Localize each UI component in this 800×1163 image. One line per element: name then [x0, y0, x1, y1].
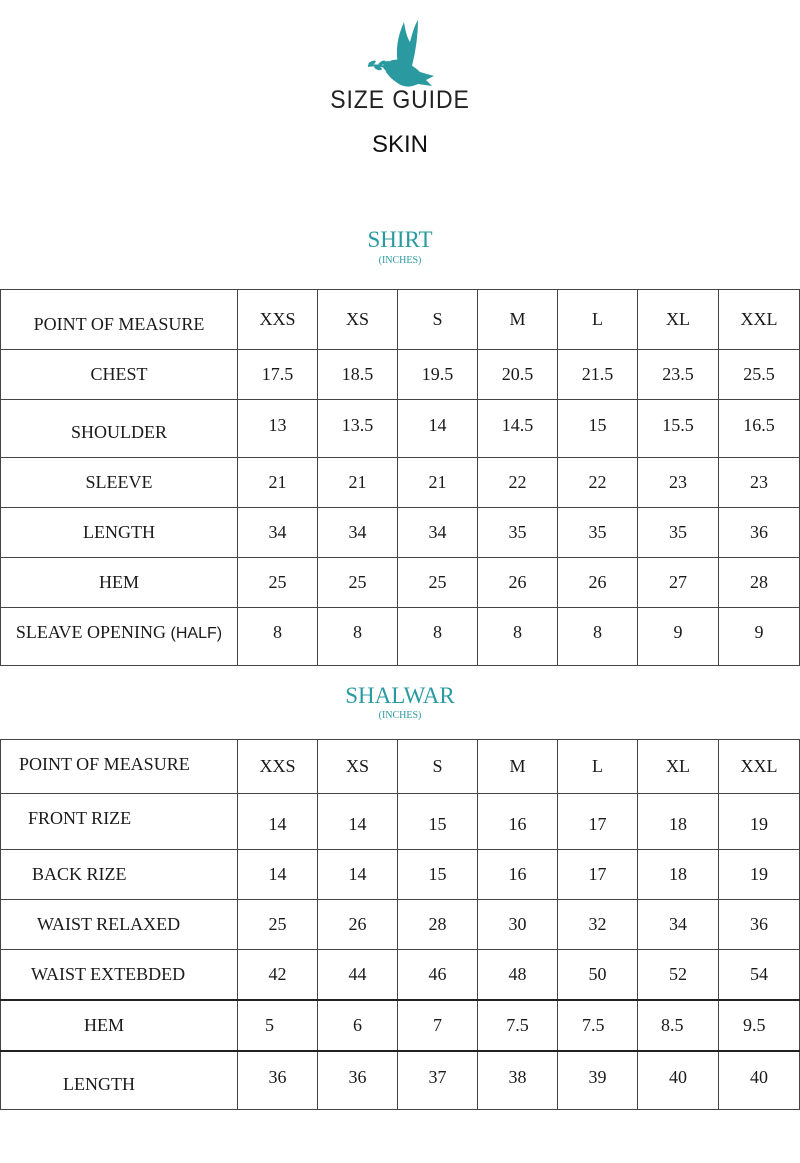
table-cell: 50 [558, 950, 638, 1001]
table-cell: 8 [318, 608, 398, 666]
table-cell: 15 [398, 850, 478, 900]
table-cell: 36 [719, 508, 800, 558]
table-row [1, 1051, 800, 1110]
table-cell: 17 [558, 850, 638, 900]
table-cell: 18.5 [318, 350, 398, 400]
table-cell: 34 [318, 508, 398, 558]
table-cell: 14 [238, 794, 318, 850]
table-cell: 35 [558, 508, 638, 558]
table-cell: 22 [558, 458, 638, 508]
table-cell: 40 [719, 1051, 800, 1110]
table-row [1, 458, 800, 508]
table-cell: 34 [398, 508, 478, 558]
column-header: L [558, 740, 638, 794]
table-cell: 17.5 [238, 350, 318, 400]
table-row [1, 400, 800, 458]
table-cell: 21 [238, 458, 318, 508]
table-cell: 16 [478, 850, 558, 900]
table-header-row [1, 740, 800, 794]
table-row [1, 508, 800, 558]
table-cell: 28 [398, 900, 478, 950]
row-label: SLEEVE [1, 458, 238, 508]
table-cell: 8 [398, 608, 478, 666]
table-cell: 21 [398, 458, 478, 508]
table-cell: 25 [318, 558, 398, 608]
table-cell: 44 [318, 950, 398, 1001]
table-cell: 14 [238, 850, 318, 900]
table-cell: 14 [398, 400, 478, 458]
table-cell: 46 [398, 950, 478, 1001]
table-cell: 7.5 [558, 1000, 638, 1051]
table-cell: 18 [638, 794, 719, 850]
row-label: BACK RIZE [1, 850, 238, 900]
table-cell: 40 [638, 1051, 719, 1110]
column-header: POINT OF MEASURE [1, 290, 238, 350]
column-header: XS [318, 290, 398, 350]
table-cell: 42 [238, 950, 318, 1001]
column-header: L [558, 290, 638, 350]
table-cell: 15 [398, 794, 478, 850]
table-cell: 35 [638, 508, 719, 558]
table-cell: 9.5 [719, 1000, 800, 1051]
table-cell: 6 [318, 1000, 398, 1051]
column-header: XXL [719, 290, 800, 350]
row-label-text: SLEAVE OPENING [15, 622, 167, 642]
table-cell: 21.5 [558, 350, 638, 400]
shalwar-unit-label: (INCHES) [378, 710, 422, 721]
table-cell: 14 [318, 850, 398, 900]
table-cell: 19 [719, 850, 800, 900]
table-row [1, 900, 800, 950]
table-cell: 32 [558, 900, 638, 950]
table-cell: 16.5 [719, 400, 800, 458]
column-header: S [398, 290, 478, 350]
table-cell: 15 [558, 400, 638, 458]
table-cell: 9 [638, 608, 719, 666]
row-label-suffix: (HALF) [170, 625, 223, 642]
table-cell: 14.5 [478, 400, 558, 458]
table-cell: 23.5 [638, 350, 719, 400]
table-cell: 7 [398, 1000, 478, 1051]
column-header: S [398, 740, 478, 794]
row-label: WAIST RELAXED [1, 900, 238, 950]
column-header: XS [318, 740, 398, 794]
table-cell: 22 [478, 458, 558, 508]
table-header-row [1, 290, 800, 350]
shalwar-size-table [0, 739, 800, 1110]
column-header: XL [638, 290, 719, 350]
shalwar-section-title: SHALWAR [345, 683, 455, 708]
table-cell: 26 [318, 900, 398, 950]
table-cell: 26 [478, 558, 558, 608]
column-header: XXS [238, 290, 318, 350]
table-cell: 25 [238, 558, 318, 608]
row-label: HEM [1, 1000, 238, 1051]
table-row [1, 794, 800, 850]
table-cell: 16 [478, 794, 558, 850]
table-cell: 25.5 [719, 350, 800, 400]
table-cell: 25 [398, 558, 478, 608]
table-cell: 9 [719, 608, 800, 666]
row-label: WAIST EXTEBDED [1, 950, 238, 1001]
table-cell: 25 [238, 900, 318, 950]
dove-with-olive-branch-icon [360, 14, 440, 94]
table-cell: 52 [638, 950, 719, 1001]
table-row [1, 608, 800, 666]
table-cell: 36 [238, 1051, 318, 1110]
table-cell: 37 [398, 1051, 478, 1110]
table-cell: 30 [478, 900, 558, 950]
table-cell: 54 [719, 950, 800, 1001]
table-cell: 19 [719, 794, 800, 850]
column-header: POINT OF MEASURE [1, 740, 238, 794]
table-cell: 18 [638, 850, 719, 900]
table-cell: 27 [638, 558, 719, 608]
table-cell: 20.5 [478, 350, 558, 400]
row-label: HEM [1, 558, 238, 608]
row-label: SHOULDER [1, 400, 238, 458]
row-label: CHEST [1, 350, 238, 400]
table-cell: 26 [558, 558, 638, 608]
table-row [1, 350, 800, 400]
row-label: FRONT RIZE [1, 794, 238, 850]
column-header: XL [638, 740, 719, 794]
table-cell: 23 [719, 458, 800, 508]
page-title: SIZE GUIDE [330, 86, 470, 114]
table-row [1, 950, 800, 1001]
table-cell: 7.5 [478, 1000, 558, 1051]
row-label: LENGTH [1, 508, 238, 558]
table-cell: 39 [558, 1051, 638, 1110]
row-label [1, 608, 238, 666]
column-header: M [478, 290, 558, 350]
table-cell: 8.5 [638, 1000, 719, 1051]
table-cell: 34 [238, 508, 318, 558]
table-cell: 36 [719, 900, 800, 950]
collection-name: SKIN [371, 131, 428, 158]
table-cell: 23 [638, 458, 719, 508]
shirt-size-table [0, 289, 800, 666]
column-header: M [478, 740, 558, 794]
column-header: XXS [238, 740, 318, 794]
table-cell: 15.5 [638, 400, 719, 458]
table-cell: 19.5 [398, 350, 478, 400]
table-cell: 35 [478, 508, 558, 558]
table-cell: 28 [719, 558, 800, 608]
table-row [1, 558, 800, 608]
table-row [1, 1000, 800, 1051]
table-cell: 21 [318, 458, 398, 508]
shirt-unit-label: (INCHES) [378, 255, 422, 266]
table-cell: 48 [478, 950, 558, 1001]
table-cell: 34 [638, 900, 719, 950]
table-cell: 36 [318, 1051, 398, 1110]
table-cell: 14 [318, 794, 398, 850]
table-cell: 38 [478, 1051, 558, 1110]
table-cell: 13.5 [318, 400, 398, 458]
table-cell: 8 [478, 608, 558, 666]
shirt-section-title: SHIRT [367, 227, 433, 252]
column-header: XXL [719, 740, 800, 794]
table-cell: 13 [238, 400, 318, 458]
table-cell: 8 [558, 608, 638, 666]
table-cell: 8 [238, 608, 318, 666]
table-cell: 17 [558, 794, 638, 850]
row-label: LENGTH [1, 1051, 238, 1110]
table-cell: 5 [238, 1000, 318, 1051]
table-row [1, 850, 800, 900]
